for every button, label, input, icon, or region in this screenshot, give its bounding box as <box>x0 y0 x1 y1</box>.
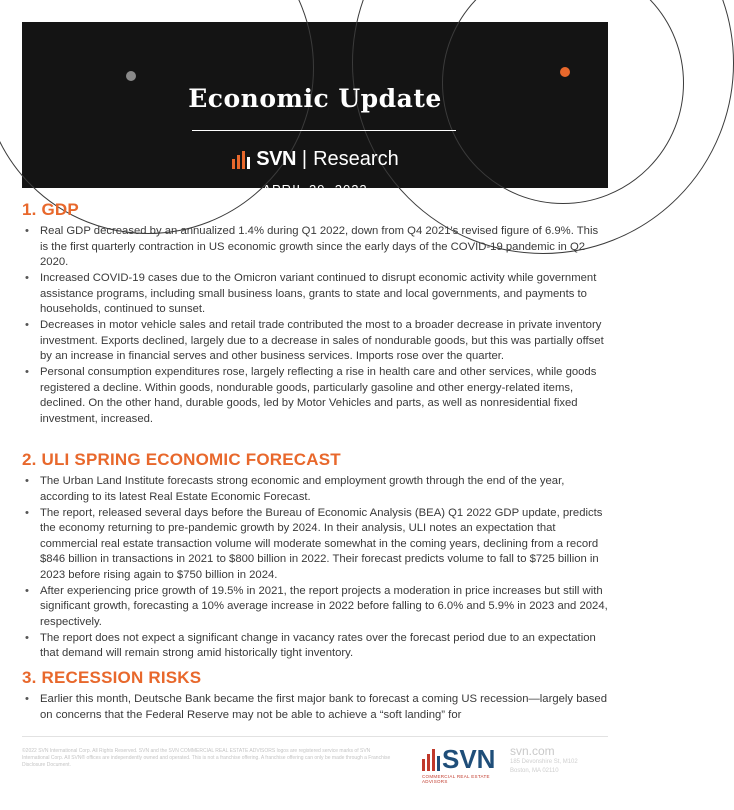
section-title-uli-forecast: 2. ULI SPRING ECONOMIC FORECAST <box>22 450 341 469</box>
footer-svn-logo <box>422 744 504 784</box>
title-divider <box>192 130 456 131</box>
list-item: • Personal consumption expenditures rose, largely reflecting a rise in health care and other services, while goods registered a decline. Within goods, nondurable goods, particularly gasoline and other energy-related items, declined. On the other hand, durable goods, led by Motor Vehicles and parts, as well as nonresidential fixed investment, increased. <box>22 365 608 427</box>
uli-bullet-list <box>22 474 608 662</box>
footer-logo-text: SVN <box>442 744 496 774</box>
list-item: • The Urban Land Institute forecasts strong economic and employment growth through the end of the year, according to its latest Real Estate Economic Forecast. <box>22 474 608 505</box>
report-date: APRIL 29, 2022 <box>262 182 368 197</box>
address-line-2: Boston, MA 02110 <box>510 768 559 774</box>
brand-separator: | <box>301 148 308 170</box>
footer-logo-subtitle: COMMERCIAL REAL ESTATE ADVISORS <box>422 774 490 784</box>
decorative-dot-orange <box>560 67 570 77</box>
svn-bars-icon <box>422 749 440 771</box>
footer-legal-text: ©2022 SVN International Corp. All Rights Reserved. SVN and the SVN COMMERCIAL REAL ESTATE ADVISORS logos are registered service marks of SVN International Corp. All SVN® offices are independently owned and operated. This is not a franchise offering. A franchise offering can only be made through a Franchise Disclosure Document. <box>22 748 391 768</box>
recession-bullet-list <box>22 692 608 724</box>
brand-division: Research <box>313 148 399 170</box>
footer-contact <box>510 744 578 776</box>
section-title-gdp: 1. GDP <box>22 200 79 219</box>
footer-divider <box>22 736 608 737</box>
address-line-1: 185 Devonshire St, M102 <box>510 759 578 765</box>
list-item: • The report, released several days before the Bureau of Economic Analysis (BEA) Q1 2022 GDP update, predicts the economy returning to pre-pandemic growth by 2024. In their analysis, ULI notes an expectation that commercial real estate transaction volume will moderate somewhat in the coming years, declining from a record $846 billion in transactions in 2021 to $800 billion in 2022. Their forecast predicts volume to fall to $725 billion in 2023 before rising again to $750 billion in 2024. <box>22 506 608 584</box>
list-item: • Real GDP decreased by an annualized 1.4% during Q1 2022, down from Q4 2021's revised figure of 6.9%. This is the first quarterly contraction in US economic growth since the early days of the COVID-19 pandemic in Q2 2020. <box>22 224 608 271</box>
svn-bars-icon <box>231 151 253 169</box>
list-item: • Increased COVID-19 cases due to the Omicron variant continued to disrupt economic activity while government assistance programs, including small business loans, grants to state and local governments, and payments to households, continued to sunset. <box>22 271 608 318</box>
section-title-recession-risks: 3. RECESSION RISKS <box>22 668 202 687</box>
website-link[interactable]: svn.com <box>510 744 555 758</box>
page-title: Economic Update <box>188 84 442 113</box>
brand-svn: SVN <box>256 148 296 170</box>
decorative-orbit-left <box>0 0 314 234</box>
svn-research-logo <box>22 148 608 171</box>
gdp-bullet-list <box>22 224 608 428</box>
decorative-dot-gray <box>126 71 136 81</box>
list-item: • The report does not expect a significant change in vacancy rates over the forecast period due to an expectation that demand will remain strong amid historically tight inventory. <box>22 631 608 662</box>
list-item: • Earlier this month, Deutsche Bank became the first major bank to forecast a coming US recession—largely based on concerns that the Federal Reserve may not be able to achieve a “soft landing” for <box>22 692 608 723</box>
header-banner <box>22 22 608 197</box>
list-item: • Decreases in motor vehicle sales and retail trade contributed the most to a broader decrease in private inventory investment. Exports declined, largely due to a decrease in sales of nondurable goods, but this was partially offset by an increase in financial serves and other business services. Imports rose over the quarter. <box>22 318 608 365</box>
list-item: • After experiencing price growth of 19.5% in 2021, the report projects a moderation in price increases but still with significant growth, forecasting a 10% average increase in 2022 before falling to 6.0% and 5.9% in 2023 and 2024, respectively. <box>22 584 608 631</box>
